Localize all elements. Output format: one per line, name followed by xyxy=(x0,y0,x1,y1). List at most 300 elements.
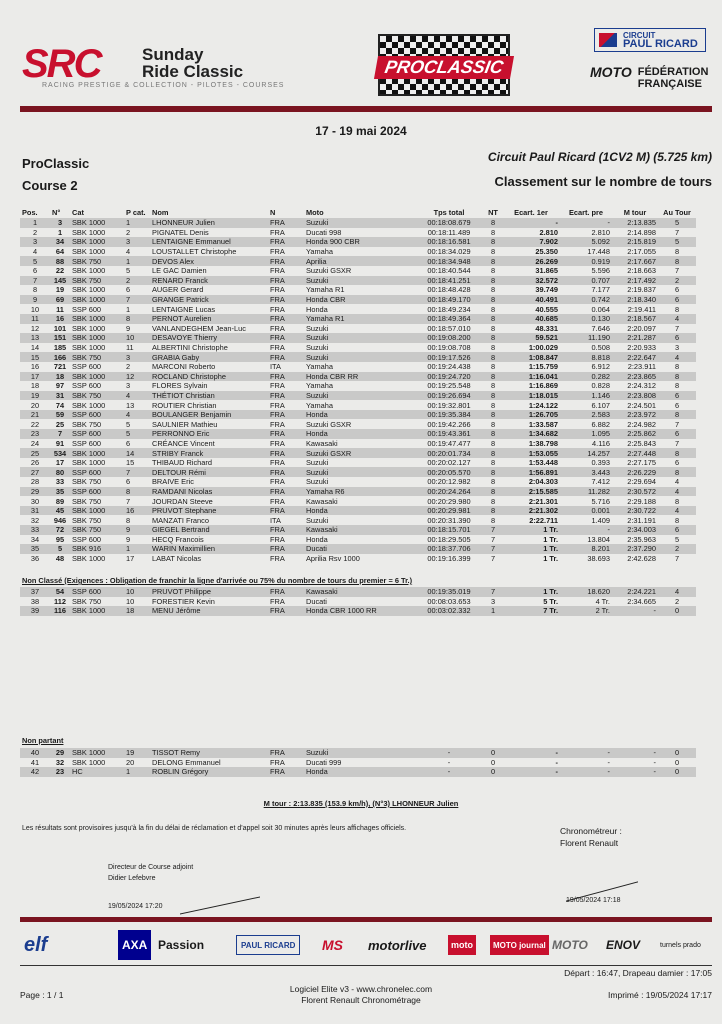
cell-number: 35 xyxy=(50,487,70,497)
ricard-top: CIRCUIT xyxy=(623,31,656,40)
cell-laps: 8 xyxy=(484,506,502,516)
director-signature xyxy=(180,871,260,914)
cell-best-lap: 2:18.340 xyxy=(612,295,658,305)
table-row xyxy=(20,487,696,497)
cell-moto: Kawasaki xyxy=(304,525,414,535)
cell-name: SAULNIER Mathieu xyxy=(152,419,218,429)
cell-total-time: 00:18:57.010 xyxy=(427,323,471,333)
cell-best-lap-no: 0 xyxy=(658,748,696,758)
cell-laps: 8 xyxy=(490,304,496,314)
cell-best-lap-no: 8 xyxy=(674,304,680,314)
cell-number: 88 xyxy=(50,256,70,266)
cell-gap-first: 1:38.798 xyxy=(528,438,558,448)
cell-number: 97 xyxy=(55,381,65,391)
timekeeper-title: Chronométreur : xyxy=(560,826,622,836)
cell-gap-prev: 0.828 xyxy=(591,381,610,391)
cell-moto: Suzuki xyxy=(304,467,414,477)
cell-laps: 8 xyxy=(490,247,496,257)
cell-name: VANLANDEGHEM Jean-Luc xyxy=(152,323,246,333)
non-starters-title: Non partant xyxy=(22,736,64,745)
cell-cat: SBK 916 xyxy=(70,544,124,554)
cell-pcat: 1 xyxy=(124,218,150,228)
cell-best-lap: 2:23.911 xyxy=(627,362,656,372)
cell-pos: 7 xyxy=(20,276,50,286)
cell-cat: SBK 750 xyxy=(70,256,124,266)
cell-best-lap-no: 8 xyxy=(658,467,696,477)
cell-total-time: 00:18:49.364 xyxy=(414,314,484,324)
cell-moto: Suzuki xyxy=(306,323,329,333)
cell-best-lap: 2:30.722 xyxy=(612,506,658,516)
cell-laps: 7 xyxy=(484,587,502,597)
cell-best-lap: 2:30.572 xyxy=(612,487,658,497)
sponsor-motorlive: motorlive xyxy=(368,937,427,953)
cell-gap-first: - xyxy=(502,218,560,228)
table-row xyxy=(20,343,696,353)
cell-name: MENU Jérôme xyxy=(150,606,268,616)
cell-pos: 28 xyxy=(30,477,40,487)
cell-pos: 25 xyxy=(20,448,50,458)
cell-gap-prev: 2 Tr. xyxy=(560,606,612,616)
cell-best-lap: 2:13.835 xyxy=(612,218,658,228)
cell-pcat: 2 xyxy=(124,276,150,286)
src-tagline: RACING PRESTIGE & COLLECTION - PILOTES - COURSES xyxy=(42,82,285,89)
cell-best-lap: 2:17.492 xyxy=(612,276,658,286)
cell-moto: Yamaha xyxy=(306,381,333,391)
cell-pcat: 1 xyxy=(126,304,131,314)
non-classified-title: Non Classé (Exigences : Obligation de franchir la ligne d'arrivée ou 75% du nombre de tours du premier = 6 Tr.) xyxy=(22,576,413,585)
cell-nat: FRA xyxy=(270,343,285,353)
director-name: Didier Lefebvre xyxy=(108,875,156,882)
cell-pos: 4 xyxy=(32,247,38,257)
cell-laps: 8 xyxy=(490,362,496,372)
cell-total-time: 00:19:35.384 xyxy=(414,410,484,420)
table-row xyxy=(20,228,696,238)
cell-moto: Honda 900 CBR xyxy=(304,237,414,247)
table-row xyxy=(20,554,696,564)
cell-nat: ITA xyxy=(270,515,281,525)
cell-total-time: 00:20:24.264 xyxy=(414,487,484,497)
cell-best-lap: 2:19.837 xyxy=(627,285,656,295)
cell-number: 5 xyxy=(50,544,70,554)
cell-pcat: 18 xyxy=(124,606,150,616)
cell-number: 23 xyxy=(50,767,70,777)
cell-name: GRANGE Patrick xyxy=(150,295,268,305)
cell-total-time: 00:19:43.361 xyxy=(414,429,484,439)
table-row xyxy=(20,496,696,506)
cell-pos: 23 xyxy=(20,429,50,439)
cell-best-lap-no: 6 xyxy=(658,295,696,305)
cell-gap-prev: - xyxy=(560,525,612,535)
cell-number: 69 xyxy=(50,295,70,305)
cell-moto: Honda xyxy=(304,767,414,777)
sponsor-tunnels-prado: turnels prado xyxy=(660,941,701,949)
cell-best-lap-no: 4 xyxy=(658,587,696,597)
cell-laps: 8 xyxy=(484,333,502,343)
cell-number: 48 xyxy=(55,554,65,564)
src-line1: Sunday xyxy=(142,45,204,64)
cell-cat: HC xyxy=(70,767,124,777)
cell-gap-first: - xyxy=(502,748,560,758)
cell-moto: Ducati xyxy=(304,544,414,554)
col-cat: Cat xyxy=(72,207,84,217)
cell-best-lap: 2:24.221 xyxy=(612,587,658,597)
cell-cat: SBK 1000 xyxy=(70,314,124,324)
cell-gap-first: 1:18.015 xyxy=(502,391,560,401)
cell-gap-prev: 13.804 xyxy=(587,534,610,544)
cell-cat: SBK 750 xyxy=(72,496,102,506)
sponsor-strip xyxy=(20,930,712,966)
cell-total-time: 00:19:16.399 xyxy=(427,554,471,564)
cell-best-lap: 2:37.290 xyxy=(612,544,658,554)
cell-nat: FRA xyxy=(268,391,304,401)
cell-gap-first: 2:21.301 xyxy=(528,496,558,506)
cell-best-lap-no: 7 xyxy=(674,419,680,429)
cell-pos: 34 xyxy=(30,534,40,544)
cell-pcat: 19 xyxy=(124,748,150,758)
cell-gap-first: 40.491 xyxy=(502,295,560,305)
cell-best-lap: 2:24.501 xyxy=(627,400,656,410)
cell-gap-first: 2:04.303 xyxy=(528,477,558,487)
cell-pcat: 14 xyxy=(124,448,150,458)
cell-nat: FRA xyxy=(270,496,285,506)
cell-total-time: 00:20:01.734 xyxy=(414,448,484,458)
table-row xyxy=(20,304,696,314)
cell-name: PIGNATEL Denis xyxy=(152,227,209,237)
cell-best-lap: 2:34.003 xyxy=(612,525,658,535)
cell-pcat: 5 xyxy=(124,429,150,439)
cell-laps: 3 xyxy=(490,596,496,606)
col-total-time: Tps total xyxy=(433,207,465,217)
cell-pcat: 6 xyxy=(126,438,131,448)
timekeeper-stamp: 19/05/2024 17:18 xyxy=(566,897,621,904)
cell-pos: 17 xyxy=(20,372,50,382)
cell-best-lap-no: 5 xyxy=(658,237,696,247)
cell-cat: SBK 1000 xyxy=(70,506,124,516)
cell-moto: Yamaha xyxy=(306,362,333,372)
cell-name: THIBAUD Richard xyxy=(152,458,212,468)
cell-nat: FRA xyxy=(270,419,285,429)
cell-best-lap: - xyxy=(612,767,658,777)
ffm-line2: FRANÇAISE xyxy=(637,78,702,90)
cell-number: 54 xyxy=(50,587,70,597)
cell-gap-first: 1:16.041 xyxy=(502,372,560,382)
cell-laps: 8 xyxy=(490,323,496,333)
cell-pos: 1 xyxy=(20,218,50,228)
cell-best-lap-no: 8 xyxy=(658,448,696,458)
cell-pos: 30 xyxy=(30,496,40,506)
cell-moto: Suzuki xyxy=(306,515,329,525)
software-line1: Logiciel Elite v3 - www.chronelec.com xyxy=(289,984,433,994)
cell-best-lap-no: 4 xyxy=(658,506,696,516)
cell-moto: Suzuki xyxy=(306,458,329,468)
cell-best-lap-no: 4 xyxy=(658,487,696,497)
cell-moto: Suzuki xyxy=(304,333,414,343)
cell-nat: FRA xyxy=(270,381,285,391)
cell-total-time: 00:20:29.981 xyxy=(414,506,484,516)
cell-number: 116 xyxy=(50,606,70,616)
cell-gap-first: 1:26.705 xyxy=(502,410,560,420)
cell-pos: 22 xyxy=(30,419,40,429)
table-header xyxy=(20,206,696,218)
col-name: Nom xyxy=(152,207,169,217)
col-gap-first: Ecart. 1er xyxy=(514,207,548,217)
cell-best-lap: 2:20.933 xyxy=(627,343,656,353)
cell-nat: FRA xyxy=(268,333,304,343)
cell-pcat: 11 xyxy=(126,343,134,353)
table-row xyxy=(20,410,696,420)
cell-gap-prev: 14.257 xyxy=(560,448,612,458)
cell-nat: FRA xyxy=(268,525,304,535)
cell-best-lap-no: 6 xyxy=(674,400,680,410)
cell-number: 89 xyxy=(55,496,65,506)
table-row xyxy=(20,362,696,372)
cell-cat: SBK 1000 xyxy=(70,372,124,382)
cell-nat: FRA xyxy=(270,596,285,606)
cell-nat: FRA xyxy=(270,304,285,314)
cell-name: BOULANGER Benjamin xyxy=(150,410,268,420)
cell-total-time: 00:18:49.170 xyxy=(414,295,484,305)
event-date: 17 - 19 mai 2024 xyxy=(315,124,407,138)
cell-number: 17 xyxy=(55,458,65,468)
cell-pcat: 9 xyxy=(124,525,150,535)
cell-moto: Honda CBR RR xyxy=(304,372,414,382)
src-logo: SRC xyxy=(22,42,101,86)
table-row xyxy=(20,276,696,286)
cell-cat: SBK 750 xyxy=(72,515,102,525)
cell-cat: SSP 600 xyxy=(70,429,124,439)
cell-moto: Ducati 998 xyxy=(306,227,342,237)
table-row xyxy=(20,333,696,343)
cell-laps: 8 xyxy=(490,343,496,353)
cell-best-lap: 2:42.628 xyxy=(627,554,656,564)
cell-pos: 10 xyxy=(30,304,40,314)
cell-gap-first: 1 Tr. xyxy=(502,587,560,597)
cell-total-time: 00:18:40.544 xyxy=(427,266,471,276)
cell-gap-first: 26.269 xyxy=(502,256,560,266)
cell-best-lap-no: 8 xyxy=(658,410,696,420)
cell-laps: 8 xyxy=(484,256,502,266)
table-row xyxy=(20,247,696,257)
cell-name: ROUTIER Christian xyxy=(152,400,217,410)
cell-gap-prev: 0.919 xyxy=(560,256,612,266)
cell-cat: SBK 1000 xyxy=(70,748,124,758)
cell-gap-prev: 8.201 xyxy=(560,544,612,554)
cell-number: 1 xyxy=(57,227,63,237)
cell-number: 151 xyxy=(50,333,70,343)
cell-cat: SBK 1000 xyxy=(72,266,106,276)
cell-gap-first: 1:15.759 xyxy=(528,362,558,372)
cell-number: 18 xyxy=(50,372,70,382)
cell-total-time: 00:19:47.477 xyxy=(427,438,471,448)
cell-pos: 42 xyxy=(20,767,50,777)
cell-laps: 8 xyxy=(490,419,496,429)
cell-pcat: 6 xyxy=(126,477,131,487)
ricard-flag-icon xyxy=(599,33,617,47)
cell-laps: 8 xyxy=(490,515,496,525)
footer-line xyxy=(20,965,712,966)
cell-best-lap-no: 4 xyxy=(658,352,696,362)
table-row xyxy=(20,256,696,266)
cell-name: PRUVOT Philippe xyxy=(150,587,268,597)
classification-title: Classement sur le nombre de tours xyxy=(494,174,712,189)
cell-gap-first: 1:08.847 xyxy=(502,352,560,362)
cell-pos: 38 xyxy=(30,596,40,606)
cell-moto: Honda xyxy=(306,534,328,544)
cell-moto: Suzuki xyxy=(306,477,329,487)
cell-best-lap: 2:26.229 xyxy=(612,467,658,477)
cell-pcat: 4 xyxy=(124,410,150,420)
cell-moto: Kawasaki xyxy=(306,438,338,448)
cell-nat: FRA xyxy=(270,554,285,564)
col-pcat: P cat. xyxy=(126,207,146,217)
cell-pos: 18 xyxy=(30,381,40,391)
cell-name: PRUVOT Stephane xyxy=(150,506,268,516)
cell-laps: 8 xyxy=(484,391,502,401)
cell-laps: 7 xyxy=(490,534,496,544)
cell-total-time: 00:20:05.570 xyxy=(414,467,484,477)
cell-best-lap: 2:24.312 xyxy=(627,381,656,391)
cell-moto: Honda CBR xyxy=(304,295,414,305)
cell-pos: 32 xyxy=(30,515,40,525)
cell-gap-prev: 0.001 xyxy=(560,506,612,516)
cell-number: 91 xyxy=(55,438,65,448)
cell-cat: SBK 1000 xyxy=(70,606,124,616)
cell-pos: 41 xyxy=(30,757,40,767)
sponsor-ricard: PAUL RICARD xyxy=(236,935,300,955)
cell-nat: FRA xyxy=(270,757,285,767)
cell-gap-prev: 7.646 xyxy=(591,323,610,333)
cell-cat: SBK 1000 xyxy=(72,400,106,410)
race-title: Course 2 xyxy=(22,178,78,193)
cell-name: LABAT Nicolas xyxy=(152,554,202,564)
cell-total-time: 00:19:24.720 xyxy=(414,372,484,382)
cell-total-time: 00:18:34.948 xyxy=(414,256,484,266)
cell-pcat: 8 xyxy=(124,487,150,497)
cell-laps: 8 xyxy=(484,467,502,477)
cell-pos: 2 xyxy=(32,227,38,237)
cell-nat: FRA xyxy=(270,247,285,257)
cell-pos: 21 xyxy=(20,410,50,420)
cell-cat: SBK 1000 xyxy=(70,218,124,228)
cell-cat: SBK 750 xyxy=(72,596,102,606)
cell-pos: 16 xyxy=(30,362,40,372)
cell-best-lap: - xyxy=(653,757,656,767)
cell-moto: Honda xyxy=(304,410,414,420)
table-row xyxy=(20,266,696,276)
cell-laps: 8 xyxy=(490,381,496,391)
table-row xyxy=(20,324,696,334)
cell-gap-prev: 0.508 xyxy=(591,343,610,353)
cell-name: LENTAIGNE Emmanuel xyxy=(150,237,268,247)
cell-gap-first: 2:15.585 xyxy=(502,487,560,497)
cell-name: GRABIA Gaby xyxy=(150,352,268,362)
cell-moto: Kawasaki xyxy=(304,587,414,597)
cell-best-lap: 2:20.097 xyxy=(627,323,656,333)
cell-best-lap-no: 7 xyxy=(674,323,680,333)
src-wordmark xyxy=(142,46,243,80)
cell-cat: SBK 1000 xyxy=(72,458,106,468)
table-row xyxy=(20,448,696,458)
col-gap-prev: Ecart. pre xyxy=(568,207,604,217)
cell-gap-first: 1:53.448 xyxy=(528,458,558,468)
cell-pos: 35 xyxy=(20,544,50,554)
cell-gap-first: 1:00.029 xyxy=(528,343,558,353)
table-row xyxy=(20,295,696,305)
cell-moto: Yamaha R1 xyxy=(306,285,345,295)
cell-name: FLORES Sylvain xyxy=(152,381,208,391)
cell-moto: Suzuki GSXR xyxy=(306,266,352,276)
ricard-name: PAUL RICARD xyxy=(623,38,698,50)
sponsor-moto2: MOTO xyxy=(552,938,588,952)
cell-nat: FRA xyxy=(268,295,304,305)
disclaimer: Les résultats sont provisoires jusqu'à la fin du délai de réclamation et d'appel soit 30 minutes après leurs affichages officiels. xyxy=(22,825,407,832)
cell-gap-first: 1:16.869 xyxy=(528,381,558,391)
cell-nat: FRA xyxy=(270,534,285,544)
cell-total-time: 00:20:29.980 xyxy=(427,496,471,506)
cell-best-lap: 2:34.665 xyxy=(627,596,656,606)
cell-number: 721 xyxy=(53,362,67,372)
cell-gap-first: 59.521 xyxy=(502,333,560,343)
table-row xyxy=(20,237,696,247)
cell-number: 112 xyxy=(54,596,66,606)
cell-laps: 8 xyxy=(484,448,502,458)
cell-number: 22 xyxy=(55,266,65,276)
cell-total-time: 00:19:08.708 xyxy=(427,343,471,353)
cell-gap-first: - xyxy=(555,757,558,767)
table-row xyxy=(20,506,696,516)
cell-pcat: 3 xyxy=(126,381,131,391)
col-laps: NT xyxy=(488,207,498,217)
cell-name: HECQ Francois xyxy=(152,534,204,544)
cell-cat: SBK 750 xyxy=(72,419,102,429)
cell-moto: Honda xyxy=(306,304,328,314)
cell-laps: 8 xyxy=(490,438,496,448)
cell-pos: 37 xyxy=(20,587,50,597)
cell-moto: Yamaha R6 xyxy=(304,487,414,497)
cell-pcat: 5 xyxy=(126,419,131,429)
cell-laps: 8 xyxy=(484,218,502,228)
cell-moto: Kawasaki xyxy=(306,496,338,506)
cell-best-lap-no: 8 xyxy=(674,247,680,257)
cell-total-time: 00:08:03.653 xyxy=(427,596,471,606)
cell-laps: 8 xyxy=(490,458,496,468)
cell-best-lap: 2:27.448 xyxy=(612,448,658,458)
cell-name: LHONNEUR Julien xyxy=(150,218,268,228)
cell-gap-first: 32.572 xyxy=(502,276,560,286)
cell-total-time: 00:18:11.489 xyxy=(427,227,471,237)
cell-gap-first: 48.331 xyxy=(535,323,558,333)
cell-gap-first: 2:22.711 xyxy=(529,515,558,525)
cell-gap-prev: 0.393 xyxy=(591,458,610,468)
cell-name: RENARD Franck xyxy=(150,276,268,286)
cell-gap-first: 31.865 xyxy=(535,266,558,276)
cell-pos: 15 xyxy=(20,352,50,362)
cell-gap-prev: 6.882 xyxy=(591,419,610,429)
table-row xyxy=(20,314,696,324)
col-pos: Pos. xyxy=(22,207,38,217)
ffm-line1: FÉDÉRATION xyxy=(637,66,709,78)
cell-moto: Ducati xyxy=(306,596,327,606)
cell-gap-first: 1:24.122 xyxy=(528,400,558,410)
cell-nat: FRA xyxy=(268,372,304,382)
table-row xyxy=(20,429,696,439)
cell-gap-prev: 38.693 xyxy=(587,554,610,564)
cell-gap-prev: 0.282 xyxy=(560,372,612,382)
cell-best-lap-no: 0 xyxy=(658,767,696,777)
cell-best-lap-no: 0 xyxy=(658,606,696,616)
cell-pcat: 3 xyxy=(124,352,150,362)
cell-best-lap-no: 7 xyxy=(674,227,680,237)
